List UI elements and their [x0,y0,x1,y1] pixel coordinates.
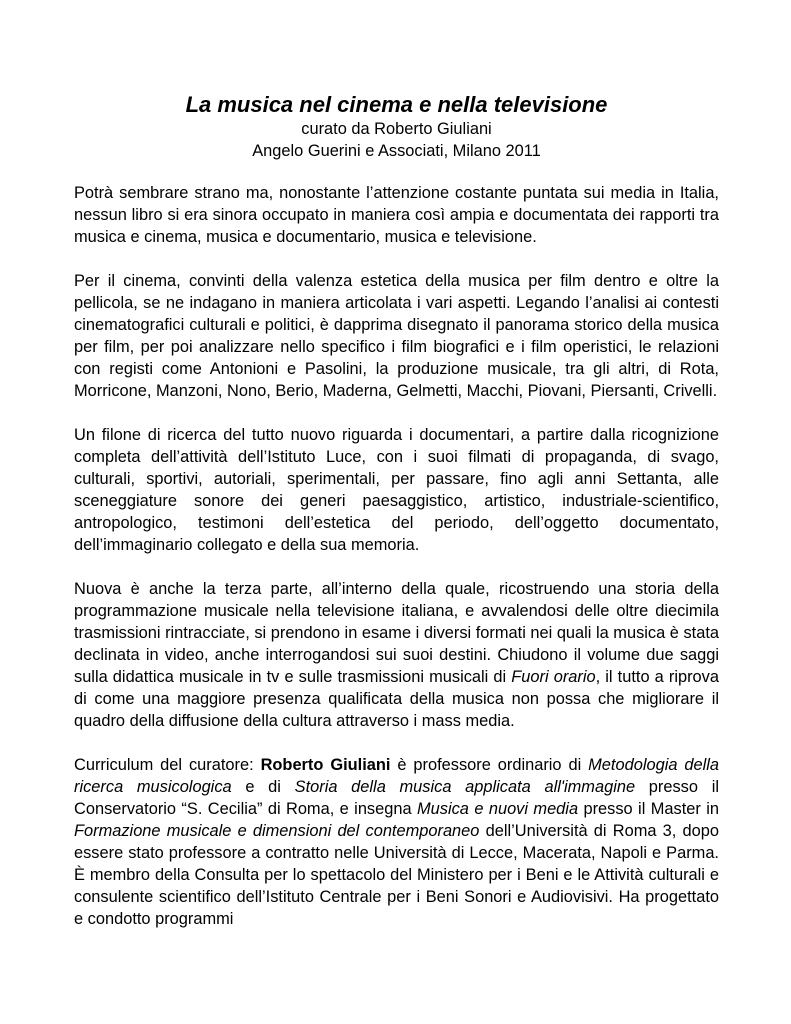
document-title: La musica nel cinema e nella televisione [185,92,608,117]
publisher-line: Angelo Guerini e Associati, Milano 2011 [252,142,541,160]
italic-course: Musica e nuovi media [417,800,579,818]
italic-course: Metodologia della ricerca musicologica [74,756,720,796]
paragraph-documentaries: Un filone di ricerca del tutto nuovo riguarda i documentari, a partire dalla ricognizione completa dell’attività dell’Istituto Luce, con i suoi filmati di propaganda, di svago, culturali, sportivi, autoriali, sperimentali, per passare, fino agli anni Settanta, alle sceneggiature sonore dei generi paesaggistico, artistico, industriale-scientifico, antropologico, testimoni dell’estetica del periodo, dell’oggetto documentato, dell’immaginario collegato e della sua memoria. [74,426,719,554]
paragraph-text: e di [231,778,295,796]
paragraph-text: , il tutto a riprova di come una maggiore presenza qualificata della musica non possa che migliorare il quadro della diffusione della cultura attraverso i mass media. [74,668,719,730]
paragraph-text: dell’Università di Roma 3, dopo essere stato professore a contratto nelle Università di Lecce, Macerata, Napoli e Parma. È membro della Consulta per lo spettacolo del Ministero per i Beni e le Attività culturali e consulente scientifico dell’Istituto Centrale per i Beni Sonori e Audiovisivi. Ha progettato e condotto programmi [74,822,719,928]
italic-course: Storia della musica applicata all'immagine [294,778,636,796]
paragraph-cinema: Per il cinema, convinti della valenza estetica della musica per film dentro e oltre la pellicola, se ne indagano in maniera articolata i vari aspetti. Legando l’analisi ai contesti cinematografici culturali e politici, è dapprima disegnato il panorama storico della musica per film, per poi analizzare nello specifico i film biografici e i film operistici, le relazioni con registi come Antonioni e Pasolini, la produzione musicale, tra gli altri, di Rota, Morricone, Manzoni, Nono, Berio, Maderna, Gelmetti, Macchi, Piovani, Piersanti, Crivelli. [74,272,719,400]
paragraph-text: è professore ordinario di [390,756,589,774]
spacer [74,732,719,754]
document-page [74,92,719,930]
spacer [74,402,719,424]
italic-master: Formazione musicale e dimensioni del contemporaneo [74,822,480,840]
paragraph-text: presso il Master in [578,800,719,818]
spacer [74,162,719,182]
paragraph-text: Nuova è anche la terza parte, all’interno della quale, ricostruendo una storia della programmazione musicale nella televisione italiana, e avvalendosi delle oltre diecimila trasmissioni rintracciate, si prendono in esame i diversi formati nei quali la musica è stata declinata in video, anche interrogandosi sui suoi destini. Chiudono il volume due saggi sulla didattica musicale in tv e sulle trasmissioni musicali di [74,580,719,686]
paragraph-text: presso il Conservatorio “S. Cecilia” di Roma, e insegna [74,778,719,818]
spacer [74,248,719,270]
editor-line: curato da Roberto Giuliani [301,120,492,138]
italic-title: Fuori orario [511,668,596,686]
paragraph-text: Curriculum del curatore: [74,756,261,774]
paragraph-intro: Potrà sembrare strano ma, nonostante l’attenzione costante puntata sui media in Italia, nessun libro si era sinora occupato in maniera così ampia e documentata dei rapporti tra musica e cinema, musica e documentario, musica e televisione. [74,184,719,246]
spacer [74,556,719,578]
curator-name: Roberto Giuliani [260,756,391,774]
paragraph-television [74,578,719,732]
paragraph-curriculum [74,754,719,930]
